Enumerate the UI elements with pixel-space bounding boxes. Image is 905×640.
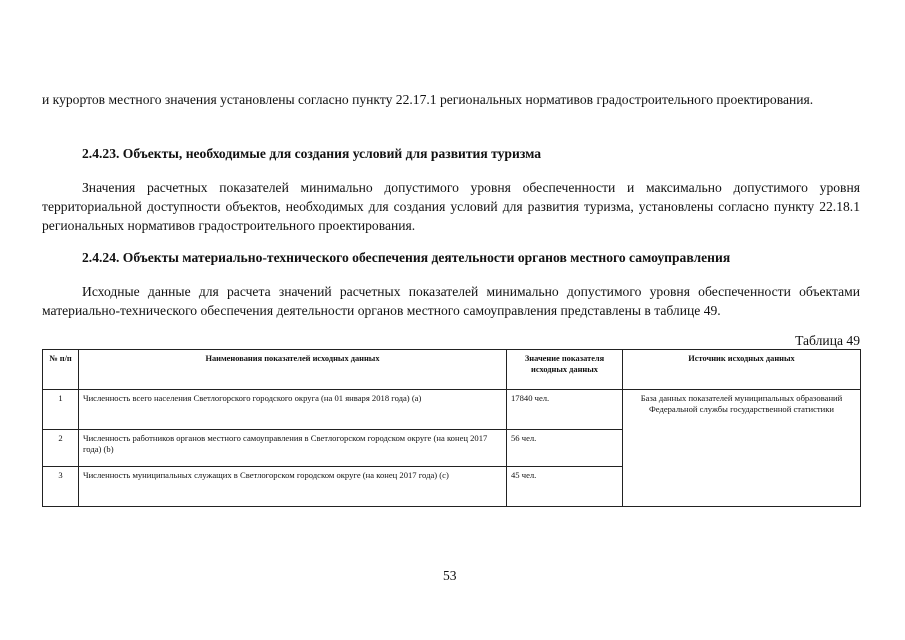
cell-num: 2	[43, 430, 79, 467]
cell-name: Численность муниципальных служащих в Светлогорском городском округе (на конец 2017 года) (c)	[79, 467, 507, 507]
header-num: № п/п	[43, 350, 79, 390]
cell-value: 45 чел.	[507, 467, 623, 507]
cell-name: Численность всего населения Светлогорского городского округа (на 01 января 2018 года) (а)	[79, 390, 507, 430]
section-heading-2-4-24: 2.4.24. Объекты материально-технического обеспечения деятельности органов местного самоуправления	[82, 250, 731, 265]
table-row	[43, 390, 861, 430]
page-number: 53	[443, 568, 457, 583]
paragraph-material-support: Исходные данные для расчета значений расчетных показателей минимально допустимого уровня обеспеченности объектами материально-технического обеспечения деятельности органов местного самоуправления представлены в таблице 49.	[42, 284, 860, 318]
cell-source: База данных показателей муниципальных образований Федеральной службы государственной статистики	[623, 390, 861, 507]
data-table	[42, 349, 861, 507]
paragraph-intro: и курортов местного значения установлены согласно пункту 22.17.1 региональных нормативов градостроительного проектирования.	[42, 92, 814, 107]
header-source: Источник исходных данных	[623, 350, 861, 390]
cell-value: 17840 чел.	[507, 390, 623, 430]
section-heading-2-4-23: 2.4.23. Объекты, необходимые для создания условий для развития туризма	[82, 146, 542, 161]
cell-name: Численность работников органов местного самоуправления в Светлогорском городском округе (на конец 2017 года) (b)	[79, 430, 507, 467]
header-value: Значение показателя исходных данных	[507, 350, 623, 390]
header-name: Наименования показателей исходных данных	[79, 350, 507, 390]
paragraph-tourism: Значения расчетных показателей минимально допустимого уровня обеспеченности и максимально допустимого уровня территориальной доступности объектов, необходимых для создания условий для развития туризма, установлены согласно пункту 22.18.1 региональных нормативов градостроительного проектирования.	[42, 180, 860, 233]
cell-num: 3	[43, 467, 79, 507]
table-caption: Таблица 49	[795, 333, 860, 348]
cell-value: 56 чел.	[507, 430, 623, 467]
table-header-row	[43, 350, 861, 390]
cell-num: 1	[43, 390, 79, 430]
